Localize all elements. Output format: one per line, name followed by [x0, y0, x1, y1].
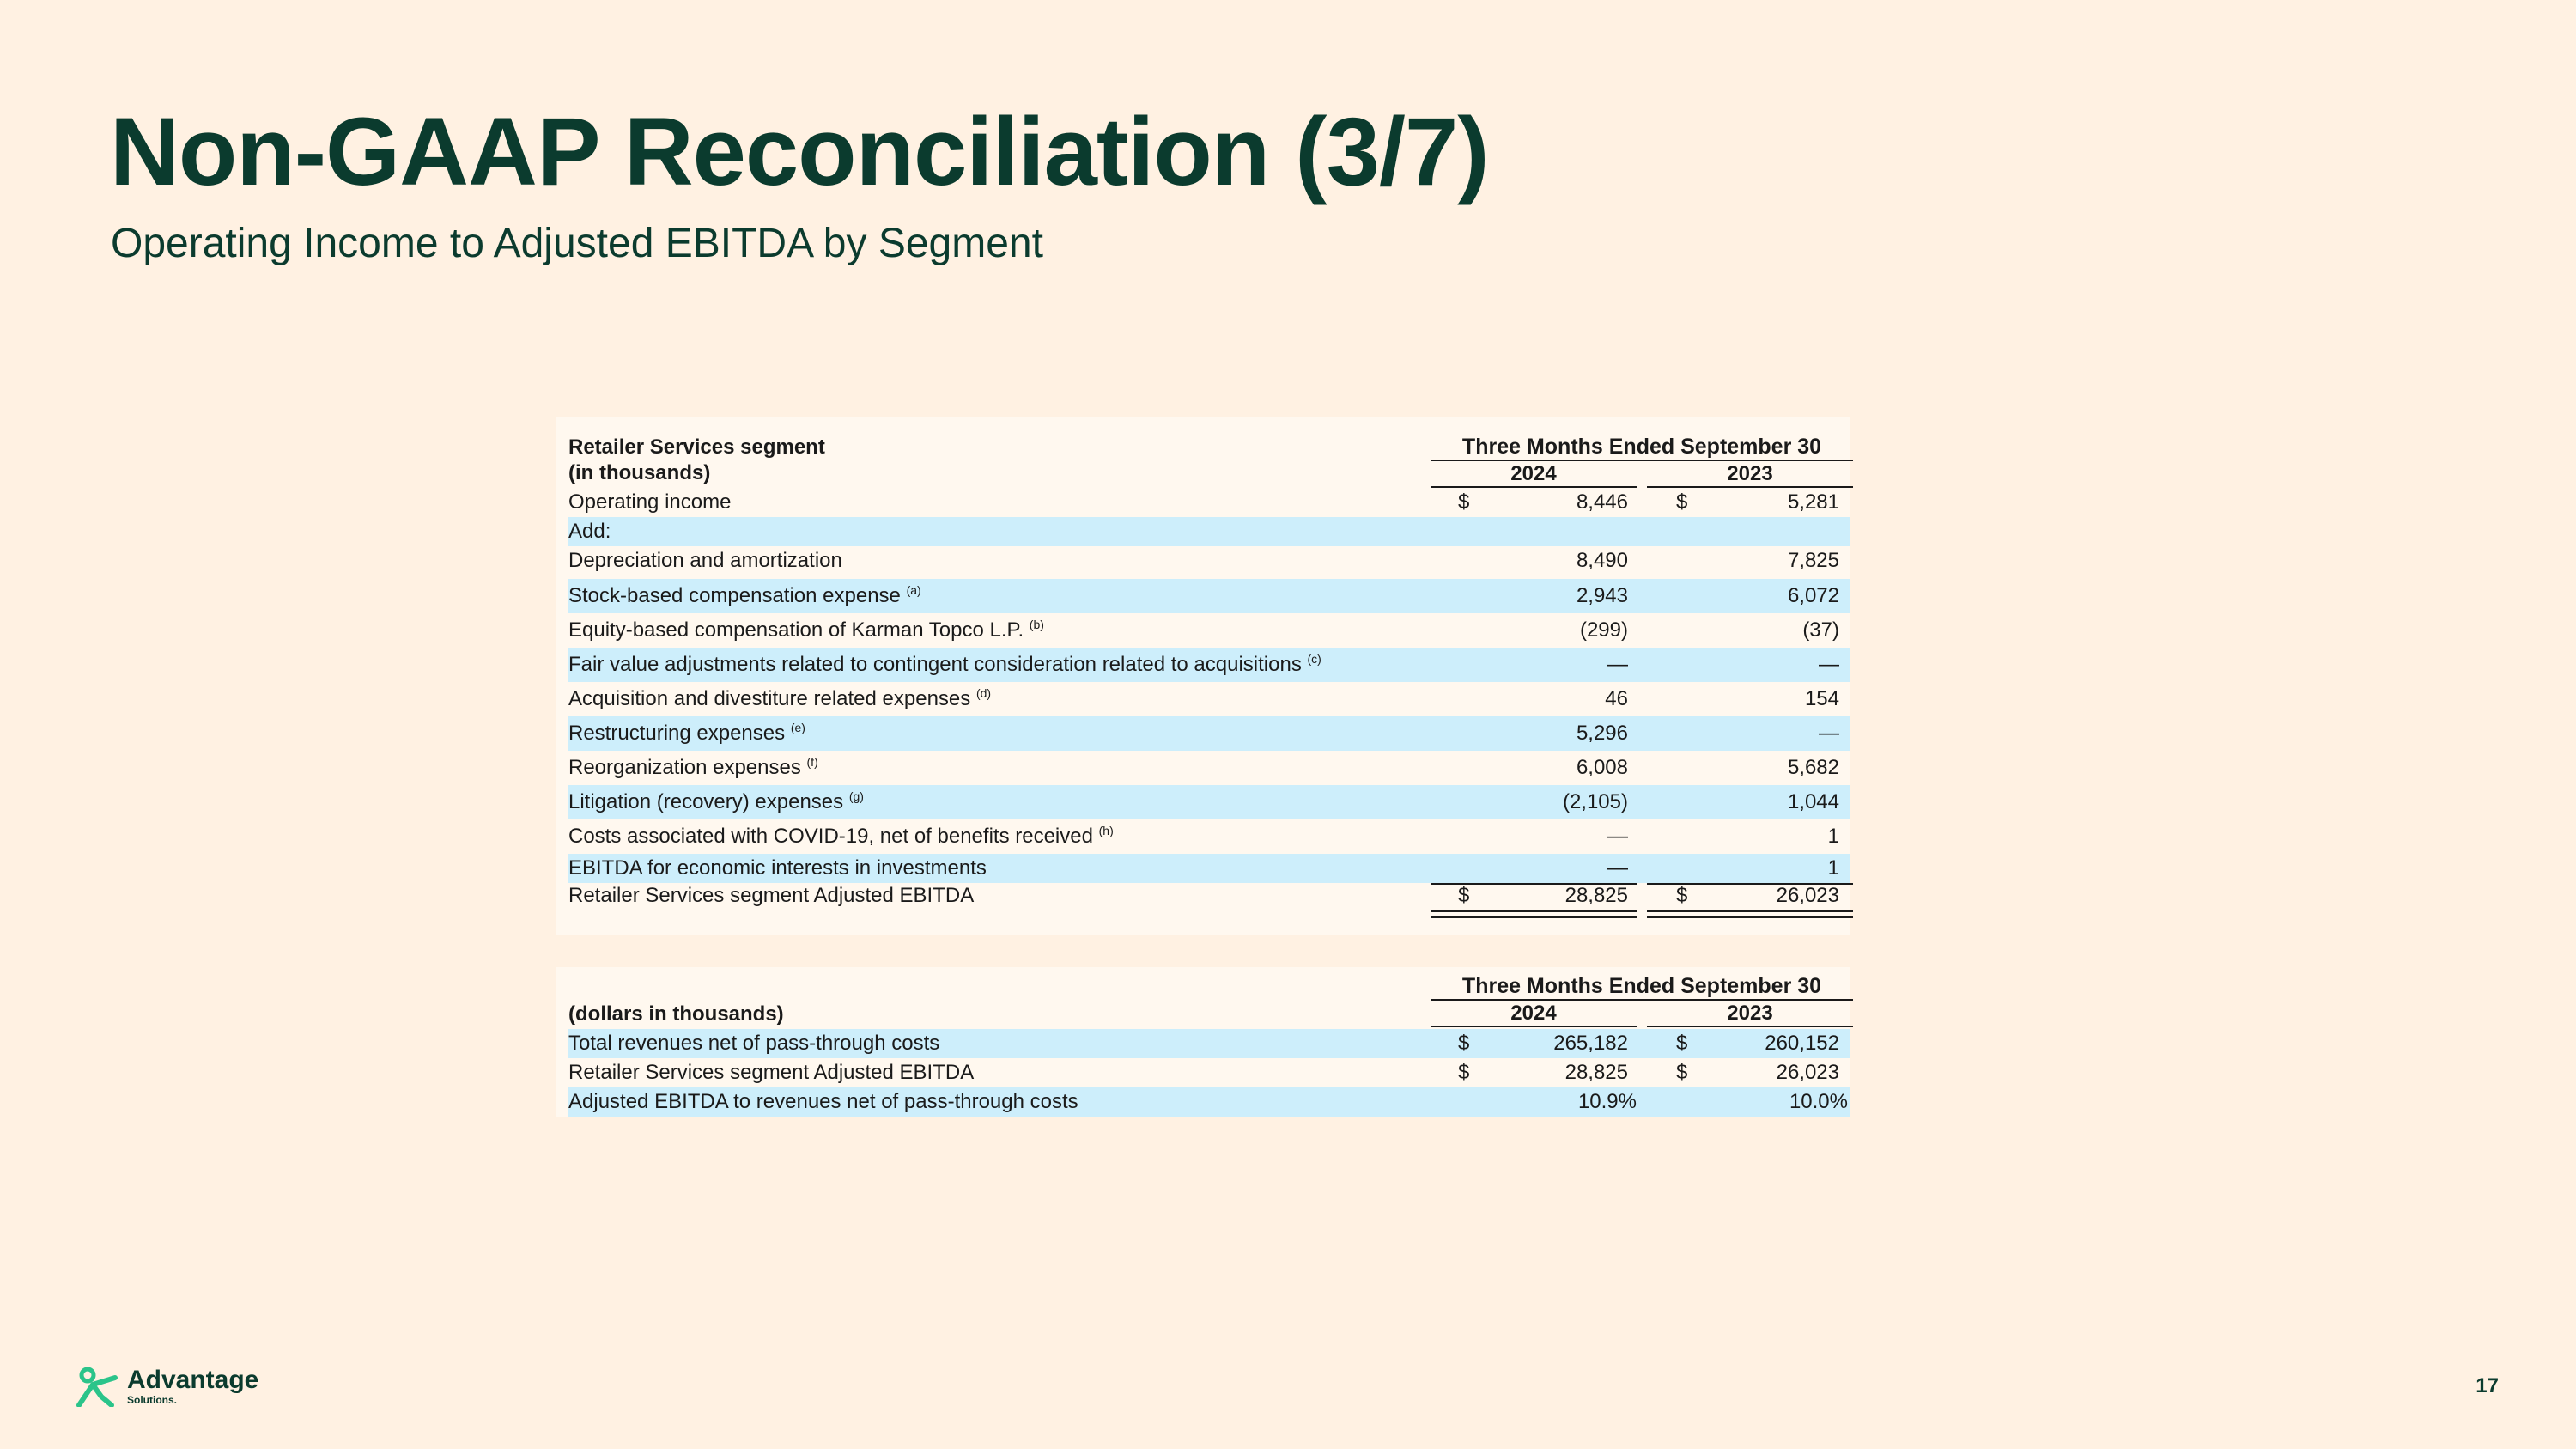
row-label: [568, 756, 818, 780]
currency-symbol: $: [1676, 1061, 1688, 1084]
table-row: [568, 1058, 1850, 1087]
currency-symbol: $: [1676, 884, 1688, 907]
table-row: [568, 751, 1850, 785]
row-label: [568, 584, 921, 608]
row-label-text: Equity-based compensation of Karman Topco L.P.: [568, 618, 1024, 642]
value-2024: 2,943: [1576, 584, 1628, 607]
value-2023: (37): [1802, 618, 1839, 642]
row-label: Total revenues net of pass-through costs: [568, 1032, 940, 1055]
table-row: [568, 819, 1850, 854]
page-title: Non-GAAP Reconciliation (3/7): [110, 98, 1489, 205]
table-row: [568, 579, 1850, 613]
value-2024: 28,825: [1564, 884, 1628, 907]
table-row: [568, 546, 1850, 575]
page-subtitle: Operating Income to Adjusted EBITDA by Segment: [111, 221, 1043, 266]
year-2023-header: 2023: [1647, 462, 1853, 488]
row-label-text: Costs associated with COVID-19, net of benefits received: [568, 825, 1093, 848]
footnote-marker: (c): [1307, 652, 1321, 666]
value-2023: 1,044: [1787, 790, 1839, 813]
row-label: [568, 825, 1114, 849]
value-2024: 10.9%: [1577, 1090, 1637, 1113]
row-label-text: EBITDA for economic interests in investments: [568, 856, 987, 880]
row-label-text: Litigation (recovery) expenses: [568, 790, 844, 813]
row-label: Adjusted EBITDA to revenues net of pass-through costs: [568, 1090, 1078, 1113]
value-2023: 26,023: [1776, 884, 1839, 907]
value-2024: —: [1607, 825, 1628, 848]
value-2023: 1: [1827, 856, 1839, 880]
year-2024-header: 2024: [1431, 1002, 1637, 1027]
table-row: [568, 488, 1850, 517]
footnote-marker: (e): [790, 721, 805, 734]
value-2023: 5,682: [1787, 756, 1839, 779]
row-label: [568, 520, 611, 544]
table-row: [568, 785, 1850, 819]
row-label-text: Restructuring expenses: [568, 721, 786, 745]
value-2023: 6,072: [1787, 584, 1839, 607]
footnote-marker: (h): [1098, 824, 1114, 837]
row-label: [568, 653, 1321, 677]
value-2024: 28,825: [1564, 1061, 1628, 1084]
table-row: [568, 613, 1850, 648]
year-2024-header: 2024: [1431, 462, 1637, 488]
period-header: Three Months Ended September 30: [1431, 435, 1853, 461]
value-2024: —: [1607, 856, 1628, 880]
subtotal-rule: [1431, 883, 1637, 885]
value-2024: (2,105): [1562, 790, 1628, 813]
currency-symbol: $: [1676, 1032, 1688, 1055]
row-label-text: Operating income: [568, 490, 732, 514]
value-2024: 8,490: [1576, 549, 1628, 572]
row-label: [568, 721, 805, 746]
value-2023: 26,023: [1776, 1061, 1839, 1084]
row-label: [568, 790, 864, 814]
row-label-text: Acquisition and divestiture related expenses: [568, 687, 971, 710]
table-row: [568, 716, 1850, 751]
table-row: [568, 854, 1850, 883]
row-label: [568, 856, 987, 880]
currency-symbol: $: [1676, 490, 1688, 514]
row-label-text: Retailer Services segment Adjusted EBITDA: [568, 884, 975, 907]
currency-symbol: $: [1458, 490, 1470, 514]
value-2023: —: [1819, 721, 1839, 745]
value-2023: 5,281: [1787, 490, 1839, 514]
period-header: Three Months Ended September 30: [1431, 974, 1853, 1001]
footnote-marker: (b): [1029, 618, 1044, 631]
row-label-text: Stock-based compensation expense: [568, 584, 901, 607]
row-label-text: Reorganization expenses: [568, 756, 801, 779]
value-2024: —: [1607, 653, 1628, 676]
units-label: (dollars in thousands): [568, 1002, 784, 1026]
margin-table: [556, 967, 1850, 1117]
company-logo: [76, 1367, 258, 1407]
currency-symbol: $: [1458, 1032, 1470, 1055]
row-label: Retailer Services segment Adjusted EBITDA: [568, 1061, 975, 1084]
value-2024: 265,182: [1553, 1032, 1628, 1055]
table-row: [568, 881, 1850, 910]
row-label: [568, 618, 1044, 642]
total-double-rule: [1647, 910, 1853, 918]
value-2024: 5,296: [1576, 721, 1628, 745]
table-label: Retailer Services segment: [568, 435, 825, 459]
value-2024: 6,008: [1576, 756, 1628, 779]
footnote-marker: (d): [975, 686, 992, 700]
year-2023-header: 2023: [1647, 1002, 1853, 1027]
value-2024: 8,446: [1576, 490, 1628, 514]
currency-symbol: $: [1458, 884, 1470, 907]
value-2023: —: [1819, 653, 1839, 676]
row-label-text: Depreciation and amortization: [568, 549, 842, 572]
value-2023: 7,825: [1787, 549, 1839, 572]
row-label: [568, 549, 842, 573]
advantage-figure-icon: [76, 1367, 120, 1407]
value-2024: 46: [1605, 687, 1628, 710]
footnote-marker: (a): [906, 583, 921, 597]
currency-symbol: $: [1458, 1061, 1470, 1084]
row-label: [568, 490, 731, 514]
table-row: [568, 1029, 1850, 1058]
row-label-text: Fair value adjustments related to contingent consideration related to acquisitions: [568, 653, 1302, 676]
value-2023: 260,152: [1765, 1032, 1839, 1055]
reconciliation-table: [556, 417, 1850, 935]
row-label: [568, 687, 991, 711]
footnote-marker: (f): [806, 755, 818, 769]
logo-subtext: Solutions.: [127, 1394, 177, 1406]
value-2023: 10.0%: [1789, 1090, 1848, 1113]
row-label: [568, 884, 974, 908]
row-label-text: Add:: [568, 520, 611, 543]
table-row: [568, 517, 1850, 546]
logo-name: Advantage: [127, 1366, 259, 1394]
table-row: [568, 1087, 1850, 1117]
total-double-rule: [1431, 910, 1637, 918]
table-row: [568, 648, 1850, 682]
footnote-marker: (g): [848, 789, 864, 803]
subtotal-rule: [1647, 883, 1853, 885]
value-2023: 154: [1804, 687, 1839, 710]
units-label: (in thousands): [568, 461, 711, 484]
table-row: [568, 682, 1850, 716]
value-2023: 1: [1827, 825, 1839, 848]
value-2024: (299): [1579, 618, 1628, 642]
page-number: 17: [2476, 1374, 2499, 1397]
